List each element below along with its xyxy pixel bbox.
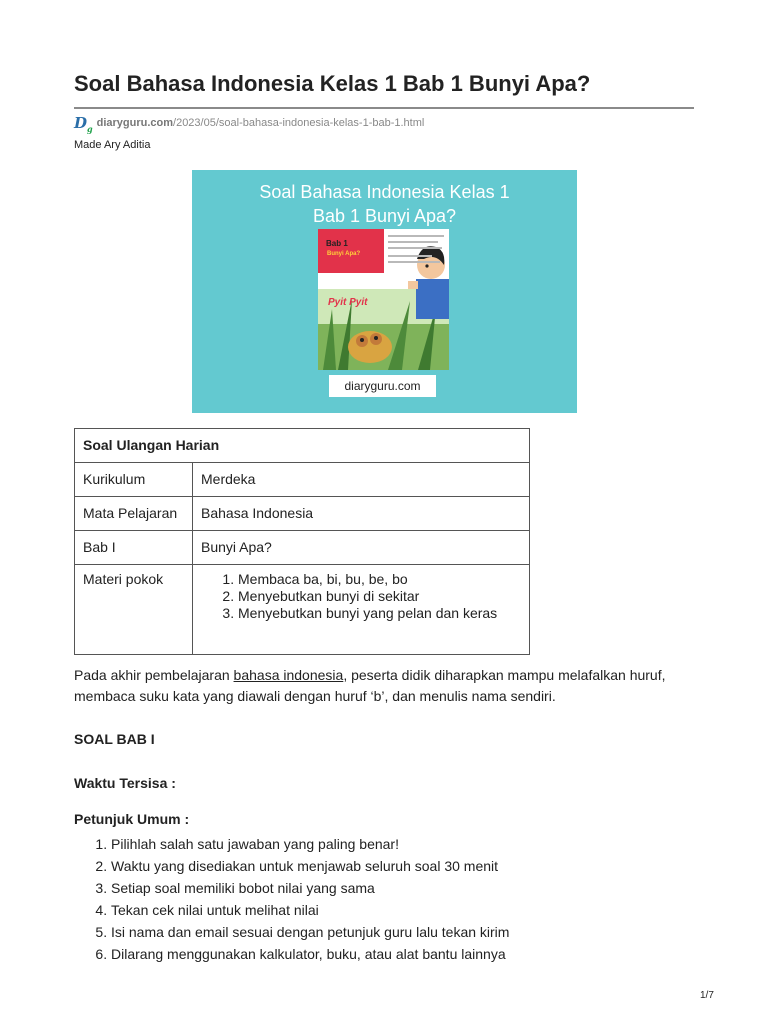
bahasa-indonesia-link[interactable]: bahasa indonesia [233, 667, 344, 683]
section-title: SOAL BAB I [74, 731, 155, 747]
book-text-line [388, 247, 442, 249]
list-item: 1. Membaca ba, bi, bu, be, bo [238, 571, 521, 588]
page-title: Soal Bahasa Indonesia Kelas 1 Bab 1 Bunyi Apa? [74, 71, 591, 96]
list-item: 2. Menyebutkan bunyi di sekitar [238, 588, 521, 605]
list-item: 5. Isi nama dan email sesuai dengan petunjuk guru lalu tekan kirim [111, 921, 509, 943]
list-item: 3. Setiap soal memiliki bobot nilai yang sama [111, 877, 509, 899]
table-row [75, 497, 530, 531]
book-subtitle-label: Bunyi Apa? [327, 251, 361, 257]
instructions-heading: Petunjuk Umum : [74, 811, 190, 827]
list-item: 4. Tekan cek nilai untuk melihat nilai [111, 899, 509, 921]
table-cell-key: Bab I [75, 531, 193, 565]
author-name: Made Ary Aditia [74, 139, 151, 151]
source-line [74, 114, 424, 134]
materi-list [201, 571, 521, 622]
table-cell-value: Merdeka [193, 463, 530, 497]
instructions-list [74, 833, 509, 965]
table-cell-value [193, 565, 530, 655]
list-item: 3. Menyebutkan bunyi yang pelan dan keras [238, 605, 521, 622]
table-row [75, 463, 530, 497]
table-cell-value: Bunyi Apa? [193, 531, 530, 565]
book-chapter-label: Bab 1 [326, 239, 348, 248]
source-path-link[interactable]: /2023/05/soal-bahasa-indonesia-kelas-1-bab-1.html [173, 117, 425, 129]
title-divider [74, 107, 694, 109]
book-text-line [388, 235, 444, 237]
table-cell-value: Bahasa Indonesia [193, 497, 530, 531]
table-cell-key: Mata Pelajaran [75, 497, 193, 531]
table-cell-key: Materi pokok [75, 565, 193, 655]
list-item: 1. Pilihlah salah satu jawaban yang paling benar! [111, 833, 509, 855]
book-text-line [388, 241, 438, 243]
intro-paragraph: Pada akhir pembelajaran bahasa indonesia, peserta didik diharapkan mampu melafalkan huruf, membaca suku kata yang diawali dengan huruf ‘b’, dan menulis nama sendiri. [74, 667, 666, 704]
book-text-line [388, 255, 432, 257]
book-cover-illustration [318, 229, 449, 370]
table-row [75, 531, 530, 565]
featured-image-badge: diaryguru.com [329, 375, 436, 397]
page-number: 1/7 [700, 990, 714, 1001]
featured-image [192, 170, 577, 413]
table-cell-key: Kurikulum [75, 463, 193, 497]
list-item: 2. Waktu yang disediakan untuk menjawab seluruh soal 30 menit [111, 855, 509, 877]
site-logo-icon: $D_g$ [74, 114, 93, 134]
book-text-line [388, 261, 440, 263]
source-domain-link[interactable]: diaryguru.com [96, 117, 174, 129]
info-table [74, 428, 530, 655]
list-item: 6. Dilarang menggunakan kalkulator, buku, atau alat bantu lainnya [111, 943, 509, 965]
time-remaining-label: Waktu Tersisa : [74, 775, 176, 791]
featured-image-title: Soal Bahasa Indonesia Kelas 1 Bab 1 Bunyi Apa? [259, 182, 510, 226]
table-row [75, 565, 530, 655]
book-sound-text: Pyit Pyit [328, 297, 368, 308]
table-header: Soal Ulangan Harian [75, 429, 530, 463]
